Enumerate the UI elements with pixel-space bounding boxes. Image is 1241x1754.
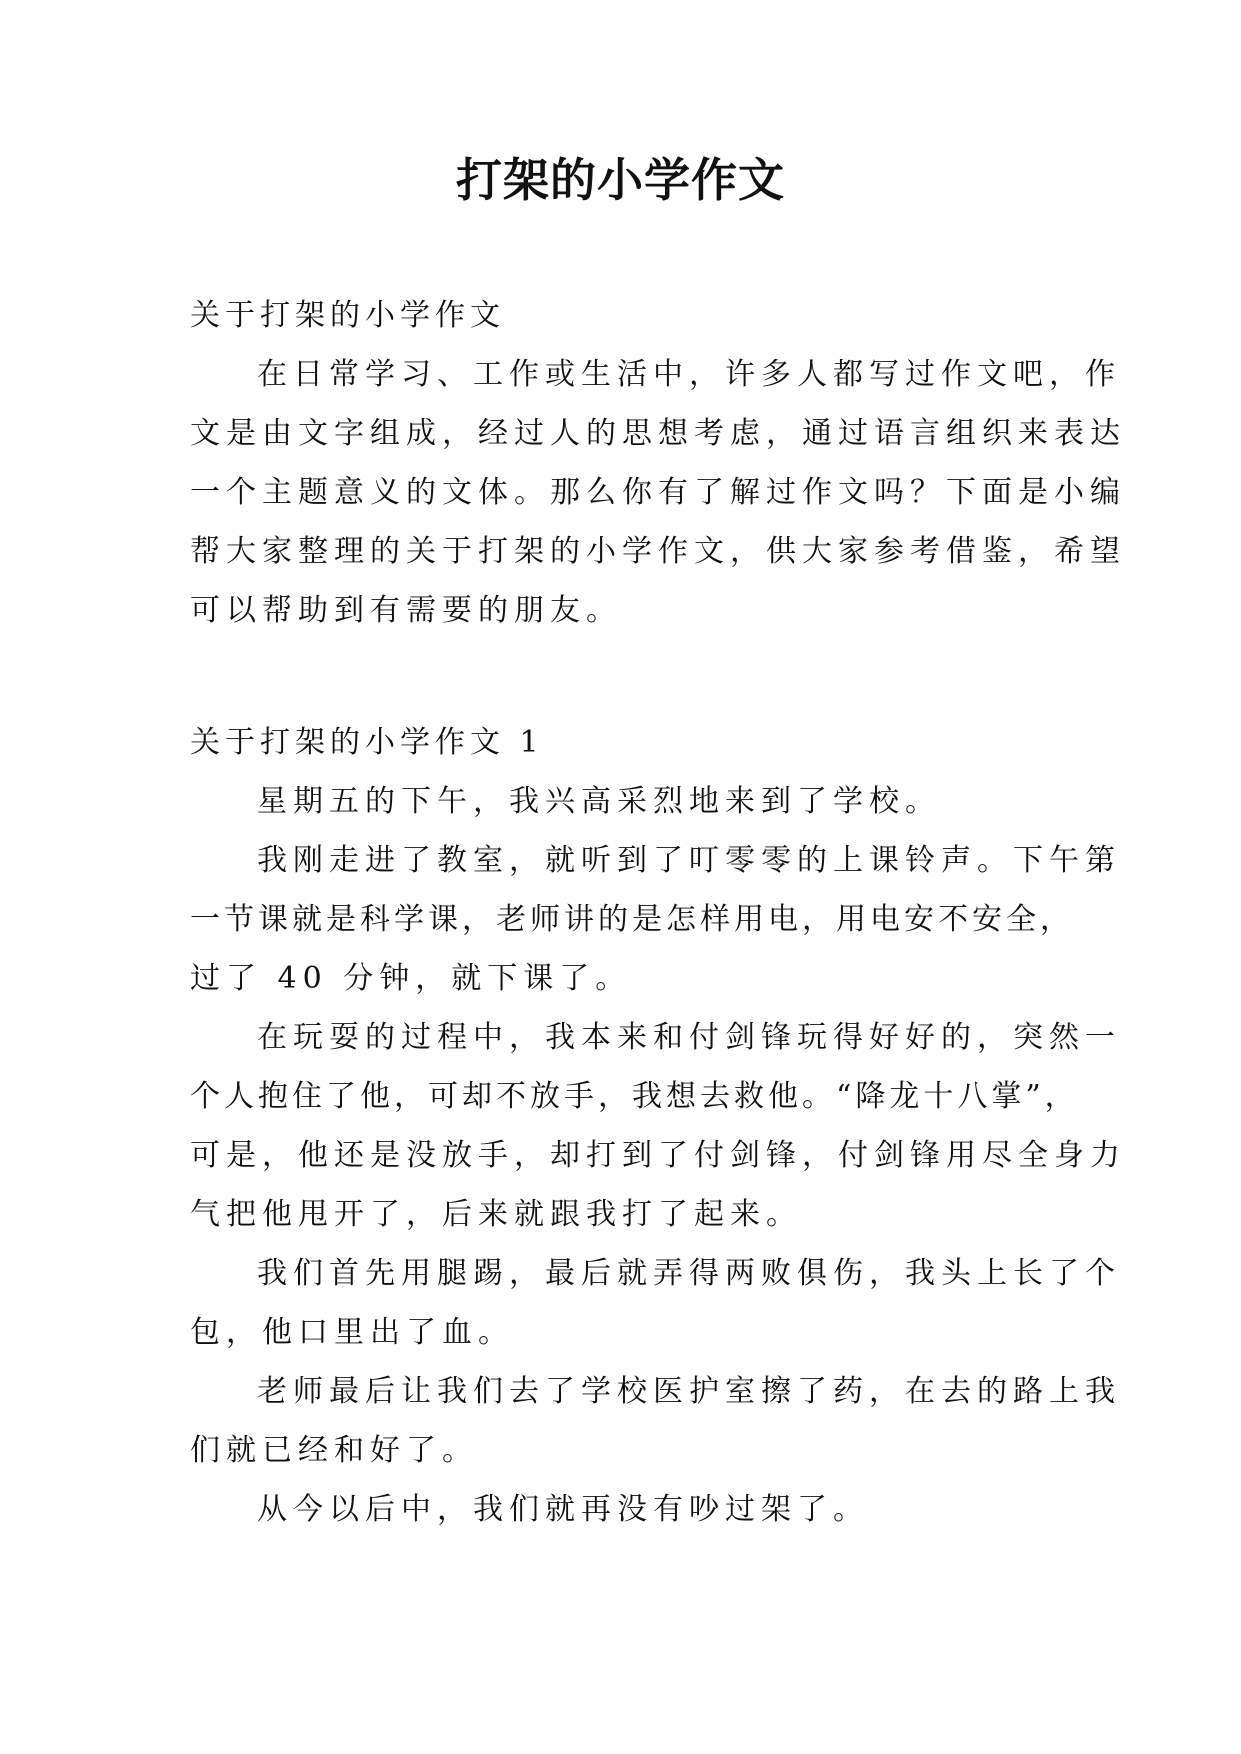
essay-line: 老师最后让我们去了学校医护室擦了药，在去的路上我 [257,1374,1121,1409]
essay-line: 包，他口里出了血。 [190,1315,514,1350]
document-body [190,286,1126,1539]
intro-line: 帮大家整理的关于打架的小学作文，供大家参考借鉴，希望 [190,534,1126,569]
intro-line: 在日常学习、工作或生活中，许多人都写过作文吧，作 [257,357,1121,392]
intro-line: 一个主题意义的文体。那么你有了解过作文吗？下面是小编 [190,475,1126,510]
intro-line: 可以帮助到有需要的朋友。 [190,593,622,628]
essay-line: 我刚走进了教室，就听到了叮零零的上课铃声。下午第 [257,843,1121,878]
essay-line: 气把他甩开了，后来就跟我打了起来。 [190,1197,802,1232]
essay-heading: 关于打架的小学作文 1 [190,725,544,760]
essay-line: 在玩耍的过程中，我本来和付剑锋玩得好好的，突然一 [257,1020,1121,1055]
document-title: 打架的小学作文 [456,153,785,207]
intro-heading: 关于打架的小学作文 [190,298,505,333]
essay-line: 从今以后中，我们就再没有吵过架了。 [257,1492,869,1527]
essay-line: 过了 40 分钟，就下课了。 [190,961,632,996]
essay-line: 星期五的下午，我兴高采烈地来到了学校。 [257,784,941,819]
essay-line: 个人抱住了他，可却不放手，我想去救他。“降龙十八掌”， [190,1079,1079,1114]
section-spacer [190,640,1052,713]
essay-line: 一节课就是科学课，老师讲的是怎样用电，用电安不安全， [190,902,1074,937]
essay-line: 我们首先用腿踢，最后就弄得两败俱伤，我头上长了个 [257,1256,1121,1291]
essay-line: 可是，他还是没放手，却打到了付剑锋，付剑锋用尽全身力 [190,1138,1126,1173]
intro-line: 文是由文字组成，经过人的思想考虑，通过语言组织来表达 [190,416,1126,451]
essay-line: 们就已经和好了。 [190,1433,478,1468]
